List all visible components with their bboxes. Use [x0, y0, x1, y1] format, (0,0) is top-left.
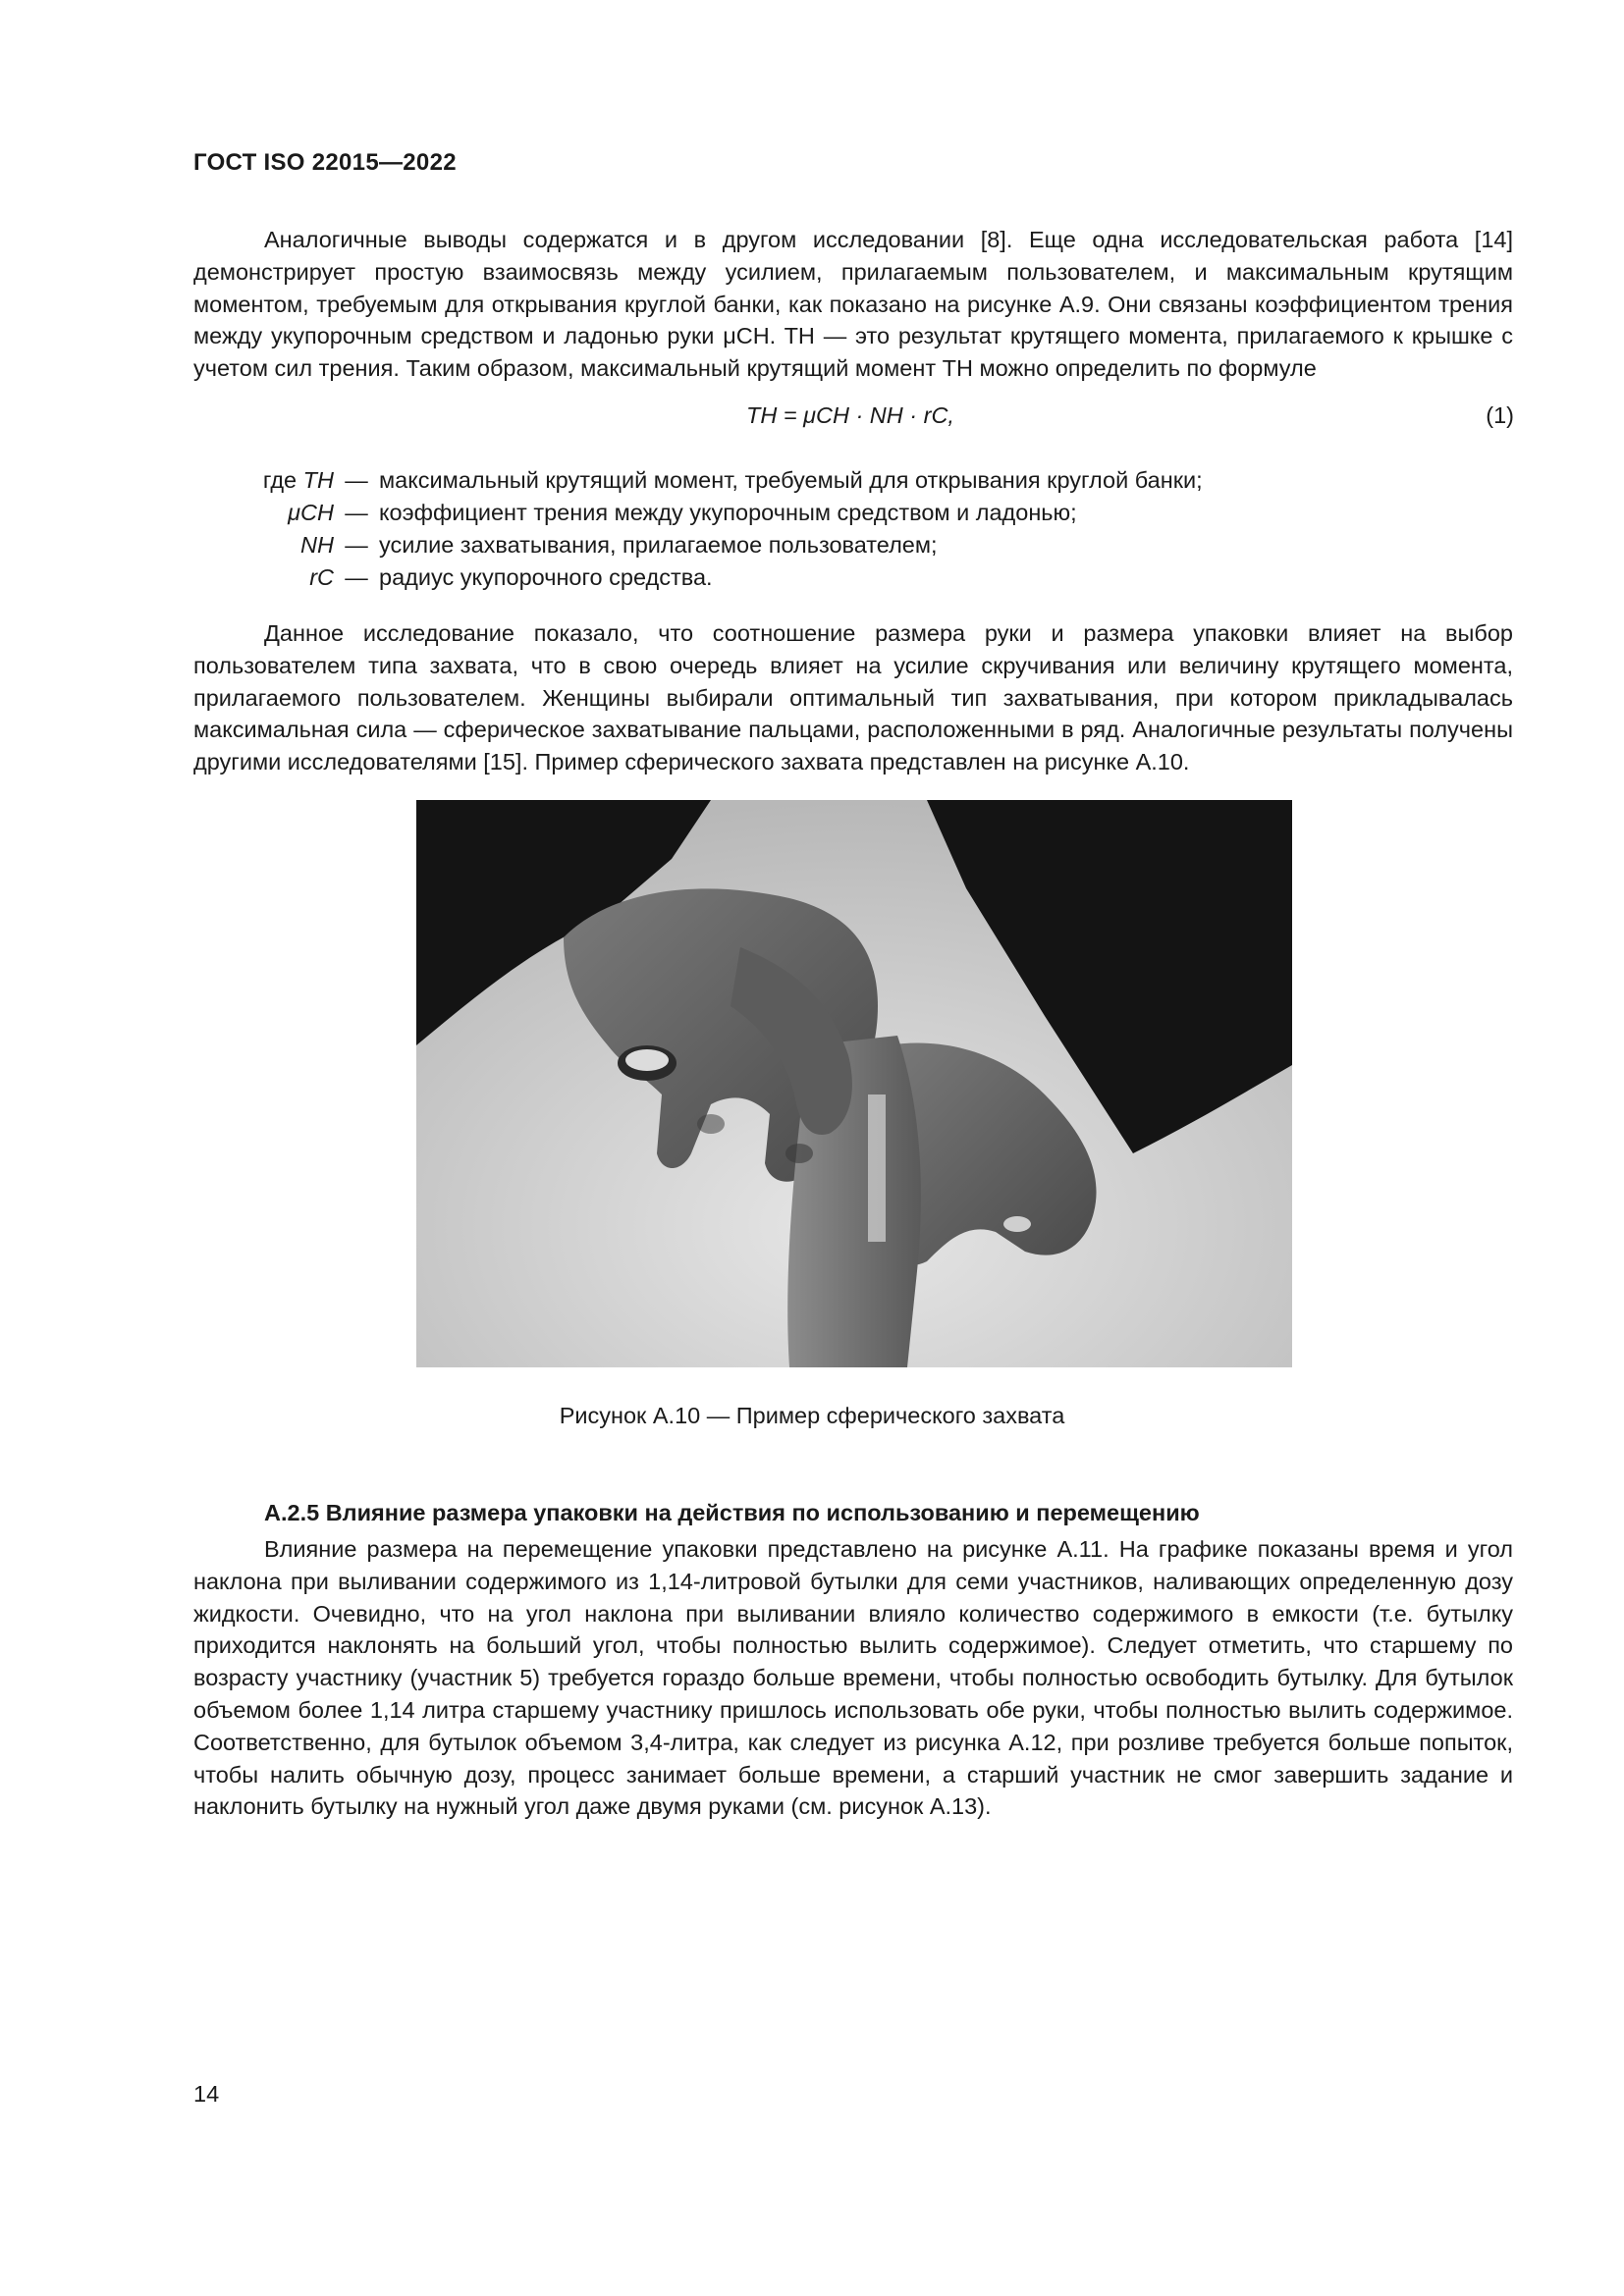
legend-symbol: rC: [309, 564, 334, 590]
paragraph-study: Данное исследование показало, что соотношение размера руки и размера упаковки влияет на выбор пользователем типа захвата, что в свою очередь влияет на усилие скручивания или величину крутящего момента, прилагаемого пользователем. Женщины выбирали оптимальный тип захватывания, при котором прикладывалась максимальная сила — сферическое захватывание пальцами, расположенными в ряд. Аналогичные результаты получены другими исследователями [15]. Пример сферического захвата представлен на рисунке А.10.: [193, 620, 1513, 775]
page-number: 14: [193, 2081, 220, 2107]
legend-description: радиус укупорочного средства.: [379, 564, 713, 590]
legend-dash: —: [345, 500, 368, 525]
formula-expression: TH = μCH · NH · rC,: [746, 402, 954, 428]
legend-dash: —: [345, 532, 368, 558]
legend-dash: —: [345, 564, 368, 590]
figure-caption: Рисунок А.10 — Пример сферического захвата: [559, 1403, 1065, 1428]
legend-row: [193, 529, 1513, 561]
legend-symbol: NH: [300, 532, 334, 558]
formula-legend: [193, 464, 1513, 594]
document-header: ГОСТ ISO 22015—2022: [193, 149, 457, 176]
legend-symbol: μCH: [288, 500, 334, 525]
legend-prefix: где: [262, 467, 298, 493]
legend-description: максимальный крутящий момент, требуемый для открывания круглой банки;: [379, 467, 1203, 493]
paragraph-package-size: Влияние размера на перемещение упаковки представлено на рисунке А.11. На графике показаны время и угол наклона при выливании содержимого из 1,14-литровой бутылки для семи участников, наливающих определенную дозу жидкости. Очевидно, что на угол наклона при выливании влияло количество содержимого в емкости (т.е. бутылку приходится наклонять на больший угол, чтобы полностью вылить содержимое). Следует отметить, что старшему по возрасту участнику (участник 5) требуется гораздо больше времени, чтобы полностью освободить бутылку. Для бутылок объемом более 1,14 литра старшему участнику пришлось использовать обе руки, чтобы полностью вылить содержимое. Соответственно, для бутылок объемом 3,4-литра, как следует из рисунка А.12, при розливе требуется больше попыток, чтобы налить обычную дозу, процесс занимает больше времени, а старший участник не смог завершить задание и наклонить бутылку на нужный угол даже двумя руками (см. рисунок А.13).: [193, 1536, 1513, 1820]
legend-row: [193, 561, 1513, 594]
legend-symbol: TH: [302, 467, 334, 493]
legend-description: коэффициент трения между укупорочным средством и ладонью;: [379, 500, 1077, 525]
legend-dash: —: [345, 467, 368, 493]
legend-row: [193, 497, 1513, 529]
legend-description: усилие захватывания, прилагаемое пользователем;: [379, 532, 938, 558]
paragraph-intro: Аналогичные выводы содержатся и в другом исследовании [8]. Еще одна исследовательская работа [14] демонстрирует простую взаимосвязь между усилием, прилагаемым пользователем, и максимальным крутящим моментом, требуемым для открывания круглой банки, как показано на рисунке А.9. Они связаны коэффициентом трения между укупорочным средством и ладонью руки μCH. TH — это результат крутящего момента, прилагаемого к крышке с учетом сил трения. Таким образом, максимальный крутящий момент TH можно определить по формуле: [193, 227, 1513, 382]
legend-row: [193, 464, 1513, 497]
section-heading: А.2.5 Влияние размера упаковки на действия по использованию и перемещению: [264, 1500, 1200, 1525]
formula-number: (1): [1486, 402, 1514, 428]
figure-spherical-grip-photo: [416, 800, 1292, 1367]
